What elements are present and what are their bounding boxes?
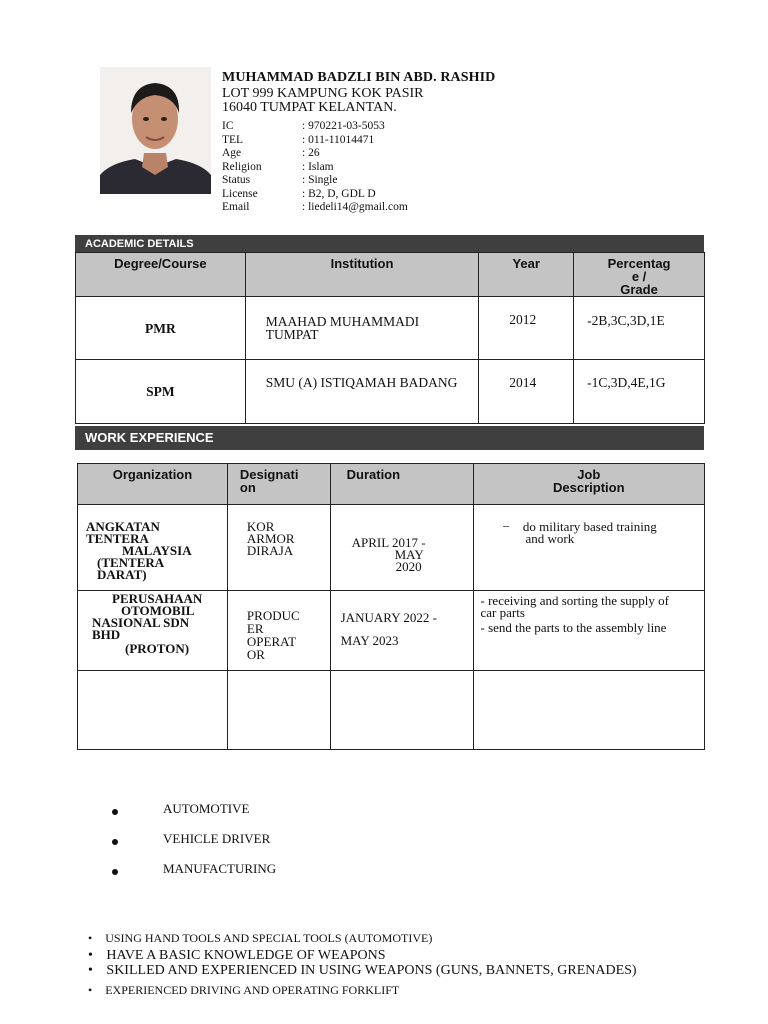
info-row-religion: [222, 161, 408, 175]
bullet-icon: •: [88, 948, 93, 963]
academic-section-header: ACADEMIC DETAILS: [75, 235, 704, 252]
org-line3: MALAYSIA: [122, 543, 192, 558]
institution-cell: [245, 297, 479, 360]
work-section-header: WORK EXPERIENCE: [75, 426, 704, 450]
academic-header-row: [76, 253, 705, 297]
bullet-icon: [112, 869, 118, 875]
profile-photo: [100, 67, 211, 194]
org-line1: PERUSAHAAN: [112, 591, 203, 606]
degree-cell: SPM: [76, 360, 246, 424]
desig-line1: PRODUC: [246, 608, 300, 623]
duration-cell: [330, 505, 473, 591]
skill-text: HAVE A BASIC KNOWLEDGE OF WEAPONS: [106, 948, 386, 963]
institution-line1: MAAHAD MUHAMMADI: [265, 314, 420, 329]
table-row: [76, 297, 705, 360]
degree-cell: PMR: [76, 297, 246, 360]
info-label: Email: [222, 201, 250, 213]
skill-item: [88, 931, 432, 946]
grade-cell: -1C,3D,4E,1G: [574, 360, 705, 424]
address-line-2: 16040 TUMPAT KELANTAN.: [222, 100, 397, 115]
bullet-icon: [112, 809, 118, 815]
bullet-icon: [112, 839, 118, 845]
org-line4: BHD: [92, 627, 121, 642]
col-duration: Duration: [330, 464, 473, 505]
info-value: : 011-11014471: [302, 133, 375, 146]
info-value: : B2, D, GDL D: [302, 187, 376, 200]
skill-item: [88, 948, 386, 964]
table-row: [78, 591, 705, 671]
desig-line3: OPERAT: [246, 634, 297, 649]
info-row-ic: [222, 120, 408, 134]
empty-cell: [227, 671, 330, 750]
job-line2: car parts: [480, 605, 525, 620]
job-line1: - receiving and sorting the supply of: [480, 593, 669, 608]
job-line1-text: do military based training: [522, 519, 657, 534]
work-table: [77, 463, 705, 750]
skill-item: [88, 983, 399, 998]
info-label: Religion: [222, 160, 262, 173]
skill-text: USING HAND TOOLS AND SPECIAL TOOLS (AUTOMOTIVE): [105, 931, 433, 945]
designation-cell: [227, 505, 330, 591]
info-value: : Single: [302, 174, 338, 186]
col-designation: [227, 464, 330, 505]
address-line-1: LOT 999 KAMPUNG KOK PASIR: [222, 86, 424, 101]
academic-table: [75, 252, 705, 424]
desig-line2: ARMOR: [246, 531, 295, 546]
bullet-icon: •: [88, 983, 93, 997]
bullet-icon: •: [88, 963, 93, 978]
col-job-line2: Description: [553, 480, 625, 495]
institution-line1: SMU (A) ISTIQAMAH BADANG: [265, 375, 458, 390]
info-row-age: [222, 147, 408, 161]
dur-line1: JANUARY 2022 -: [340, 610, 437, 625]
skill-text: SKILLED AND EXPERIENCED IN USING WEAPONS (GUNS, BANNETS, GRENADES): [106, 963, 637, 978]
job-line3: - send the parts to the assembly line: [480, 620, 667, 635]
info-label: Age: [222, 147, 242, 159]
dur-line1: APRIL 2017 -: [351, 535, 426, 550]
dur-line2: MAY 2023: [340, 633, 399, 648]
interest-text: VEHICLE DRIVER: [163, 831, 271, 846]
interest-item: [112, 831, 271, 849]
year-cell: 2014: [479, 360, 574, 424]
institution-cell: [245, 360, 479, 424]
skill-text: EXPERIENCED DRIVING AND OPERATING FORKLIFT: [105, 983, 400, 997]
empty-cell: [78, 671, 228, 750]
col-designation-line2: on: [239, 480, 256, 495]
personal-info: [222, 120, 408, 215]
empty-cell: [473, 671, 704, 750]
info-label: License: [222, 187, 258, 200]
info-row-status: [222, 174, 408, 188]
col-job-line1: Job: [577, 467, 601, 482]
info-label: Status: [222, 174, 251, 186]
year-cell: 2012: [479, 297, 574, 360]
interest-text: AUTOMOTIVE: [163, 801, 250, 816]
job-line2: and work: [525, 531, 575, 546]
org-line4: (TENTERA: [97, 555, 165, 570]
organization-cell: [78, 505, 228, 591]
table-row: [76, 360, 705, 424]
interest-item: [112, 801, 250, 819]
col-organization: Organization: [78, 464, 228, 505]
col-job-description: [473, 464, 704, 505]
info-value: : Islam: [302, 160, 334, 173]
info-value: : 970221-03-5053: [302, 120, 385, 132]
desig-line4: OR: [246, 647, 265, 662]
dur-line3: 2020: [395, 559, 422, 574]
col-year: Year: [479, 253, 574, 297]
info-value: : 26: [302, 147, 320, 159]
work-header-row: [78, 464, 705, 505]
dash-icon: −: [502, 519, 510, 534]
org-line5: DARAT): [97, 567, 147, 582]
desig-line2: ER: [246, 621, 264, 636]
col-grade: [574, 253, 705, 297]
org-line2: TENTERA: [86, 531, 149, 546]
info-label: IC: [222, 120, 234, 132]
table-row: [78, 505, 705, 591]
col-institution: Institution: [245, 253, 479, 297]
organization-cell: [78, 591, 228, 671]
info-row-tel: [222, 134, 408, 148]
desig-line3: DIRAJA: [246, 543, 294, 558]
bullet-icon: •: [88, 931, 93, 945]
candidate-name: MUHAMMAD BADZLI BIN ABD. RASHID: [222, 70, 496, 85]
institution-line2: TUMPAT: [265, 327, 319, 342]
org-line1: ANGKATAN: [86, 519, 160, 534]
skill-item: [88, 963, 637, 979]
job-description-cell: [473, 505, 704, 591]
col-grade-line3: Grade: [620, 282, 658, 297]
empty-cell: [330, 671, 473, 750]
org-line2: OTOMOBIL: [121, 603, 195, 618]
table-row: [78, 671, 705, 750]
interest-text: MANUFACTURING: [163, 861, 277, 876]
col-grade-line2: e /: [631, 269, 647, 284]
col-grade-line1: Percentag: [607, 256, 671, 271]
interest-item: [112, 861, 277, 879]
info-row-license: [222, 188, 408, 202]
org-line5: (PROTON): [125, 641, 190, 656]
designation-cell: [227, 591, 330, 671]
job-description-cell: [473, 591, 704, 671]
info-label: TEL: [222, 133, 244, 146]
profile-photo-image: [100, 67, 211, 194]
info-value: : liedeli14@gmail.com: [302, 201, 408, 213]
desig-line1: KOR: [246, 519, 275, 534]
col-degree: Degree/Course: [76, 253, 246, 297]
grade-cell: -2B,3C,3D,1E: [574, 297, 705, 360]
dur-line2: MAY: [394, 547, 424, 562]
col-designation-line1: Designati: [239, 467, 299, 482]
duration-cell: [330, 591, 473, 671]
info-row-email: [222, 201, 408, 215]
org-line3: NASIONAL SDN: [92, 615, 190, 630]
